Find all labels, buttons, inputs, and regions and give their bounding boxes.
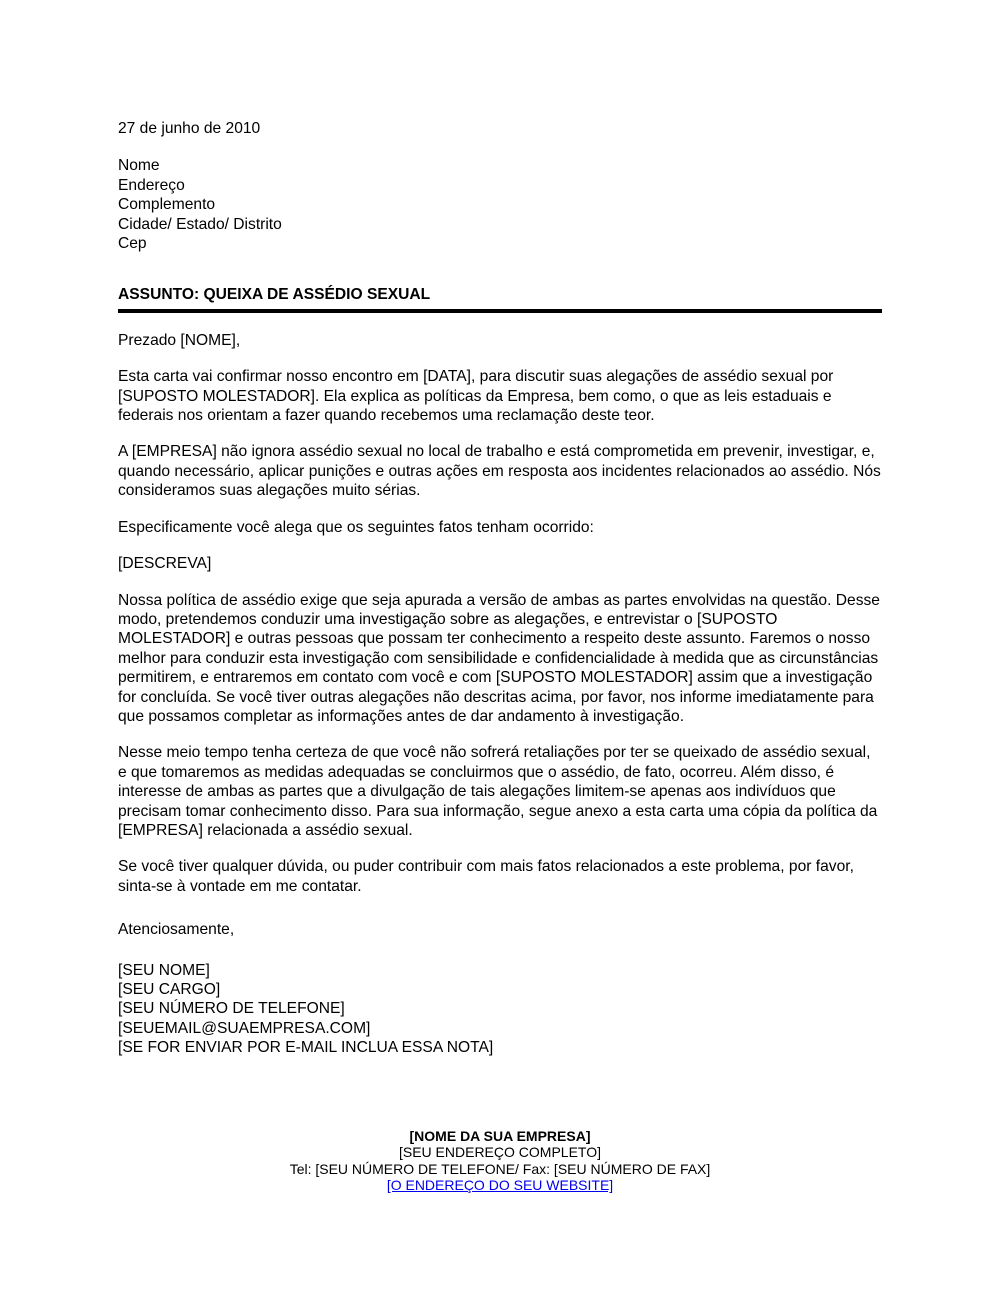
- footer-company-address: [SEU ENDEREÇO COMPLETO]: [398, 1144, 601, 1161]
- letter-body: [118, 331, 882, 940]
- paragraph-meeting-confirmation: Esta carta vai confirmar nosso encontro em [DATA], para discutir suas alegações de assédio sexual por [SUPOSTO MOLESTADOR]. Ela explica as políticas da Empresa, bem como, o que as leis estaduais e federais nos orientam a fazer quando recebemos uma reclamação deste teor.: [118, 368, 834, 425]
- recipient-name: Nome: [118, 157, 160, 175]
- letter-date: 27 de junho de 2010: [118, 120, 261, 137]
- company-footer: [0, 1128, 1000, 1194]
- salutation: Prezado [NOME],: [118, 331, 241, 349]
- footer-website-link[interactable]: [O ENDEREÇO DO SEU WEBSITE]: [386, 1177, 614, 1194]
- paragraph-no-retaliation: Nesse meio tempo tenha certeza de que você não sofrerá retaliações por ter se queixado de assédio sexual, e que tomaremos as medidas adequadas se concluirmos que o assédio, de fato, ocorreu. Além disso, é interesse de ambas as partes que a divulgação de tais alegações limitem-se apenas aos indivíduos que precisam tomar conhecimento disso. Para sua informação, segue anexo a esta carta uma cópia da política da [EMPRESA] relacionada a assédio sexual.: [118, 744, 878, 839]
- signature-block: [118, 961, 882, 1058]
- signature-phone: [SEU NÚMERO DE TELEFONE]: [118, 1000, 345, 1018]
- paragraph-company-commitment: A [EMPRESA] não ignora assédio sexual no local de trabalho e está comprometida em prevenir, investigar, e, quando necessário, aplicar punições e outras ações em resposta aos incidentes relacionados ao assédio. Nós consideramos suas alegações muito sérias.: [118, 443, 881, 500]
- recipient-street: Endereço: [118, 176, 185, 194]
- letter-content: [118, 119, 882, 1058]
- closing-salutation: Atenciosamente,: [118, 921, 235, 939]
- recipient-city-state-district: Cidade/ Estado/ Distrito: [118, 215, 282, 233]
- footer-tel-fax: Tel: [SEU NÚMERO DE TELEFONE/ Fax: [SEU NÚMERO DE FAX]: [289, 1160, 711, 1177]
- paragraph-allegations-intro: Especificamente você alega que os seguintes fatos tenham ocorrido:: [118, 518, 594, 536]
- paragraph-investigation-policy: Nossa política de assédio exige que seja apurada a versão de ambas as partes envolvidas na questão. Desse modo, pretendemos conduzir uma investigação sobre as alegações, e entrevistar o [SUPOSTO MOLESTADOR] e outras pessoas que possam ter conhecimento a respeito deste assunto. Faremos o nosso melhor para conduzir esta investigação com sensibilidade e confidencialidade à medida que as circunstâncias permitirem, e entraremos em contato com você e com [SUPOSTO MOLESTADOR] assim que a investigação for concluída. Se você tiver outras alegações não descritas acima, por favor, nos informe imediatamente para que possamos completar as informações antes de dar andamento à investigação.: [118, 591, 880, 725]
- placeholder-describe: [DESCREVA]: [118, 555, 212, 573]
- recipient-address-block: [118, 156, 882, 253]
- signature-email: [SEUEMAIL@SUAEMPRESA.COM]: [118, 1019, 371, 1037]
- recipient-complement: Complemento: [118, 196, 216, 214]
- subject-heading: ASSUNTO: QUEIXA DE ASSÉDIO SEXUAL: [118, 285, 882, 312]
- recipient-zip: Cep: [118, 235, 147, 253]
- signature-name: [SEU NOME]: [118, 961, 210, 979]
- signature-email-note: [SE FOR ENVIAR POR E-MAIL INCLUA ESSA NOTA]: [118, 1039, 494, 1057]
- paragraph-contact-invitation: Se você tiver qualquer dúvida, ou puder contribuir com mais fatos relacionados a este problema, por favor, sinta-se à vontade em me contatar.: [118, 858, 854, 895]
- signature-title: [SEU CARGO]: [118, 981, 221, 998]
- footer-company-name: [NOME DA SUA EMPRESA]: [409, 1128, 591, 1144]
